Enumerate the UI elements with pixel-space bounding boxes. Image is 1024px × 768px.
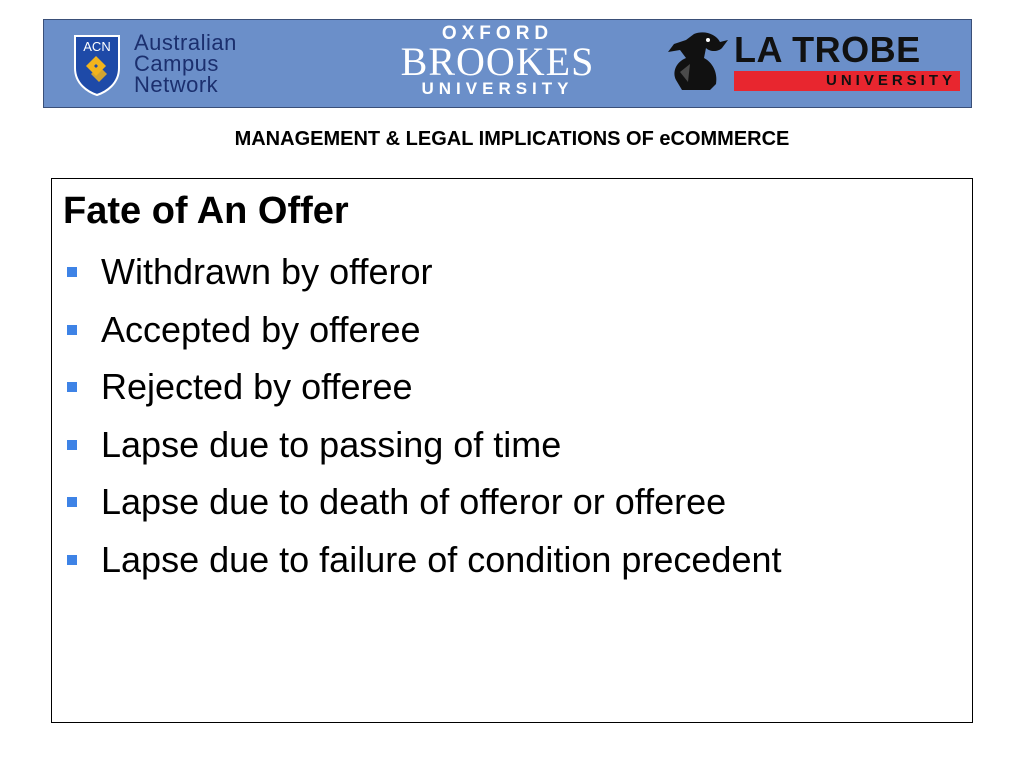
- acn-badge-text: ACN: [83, 39, 111, 54]
- la-trobe-university-bar: [734, 71, 960, 91]
- acn-line-2: Campus: [134, 51, 219, 76]
- oxford-brookes-logo: [360, 24, 635, 102]
- la-trobe-logo: [664, 28, 964, 98]
- slide-heading: Fate of An Offer: [63, 190, 349, 232]
- square-bullet-icon: [67, 325, 77, 335]
- acn-line-3: Network: [134, 72, 219, 97]
- bullet-text: Lapse due to failure of condition precedent: [101, 538, 782, 580]
- acn-wordmark: [134, 32, 237, 95]
- square-bullet-icon: [67, 382, 77, 392]
- la-trobe-university-text: UNIVERSITY: [825, 72, 956, 89]
- acn-line-1: Australian: [134, 30, 237, 55]
- slide-subtitle: MANAGEMENT & LEGAL IMPLICATIONS OF eCOMMERCE: [234, 128, 790, 150]
- bullet-text: Lapse due to death of offeror or offeree: [101, 481, 727, 523]
- bullet-item: [64, 248, 781, 306]
- acn-shield-icon: [72, 34, 122, 96]
- square-bullet-icon: [67, 497, 77, 507]
- bullet-list: [64, 248, 781, 594]
- pelican-icon: [664, 28, 730, 94]
- bullet-item: [64, 306, 781, 364]
- square-bullet-icon: [67, 267, 77, 277]
- bullet-text: Rejected by offeree: [101, 366, 413, 408]
- oxford-brookes-line-3: UNIVERSITY: [421, 79, 574, 98]
- bullet-text: Withdrawn by offeror: [101, 251, 433, 292]
- bullet-text: Lapse due to passing of time: [101, 423, 562, 465]
- oxford-brookes-line-2: BROOKES: [400, 39, 595, 84]
- bullet-text: Accepted by offeree: [101, 308, 421, 350]
- la-trobe-name: LA TROBE: [734, 29, 921, 70]
- header-banner: [43, 19, 972, 108]
- square-bullet-icon: [67, 555, 77, 565]
- bullet-item: [64, 421, 781, 479]
- acn-logo: [72, 32, 302, 98]
- bullet-item: [64, 478, 781, 536]
- bullet-item: [64, 363, 781, 421]
- bullet-item: [64, 536, 781, 594]
- square-bullet-icon: [67, 440, 77, 450]
- slide-content-box: [51, 178, 973, 723]
- oxford-brookes-line-1: OXFORD: [441, 23, 554, 44]
